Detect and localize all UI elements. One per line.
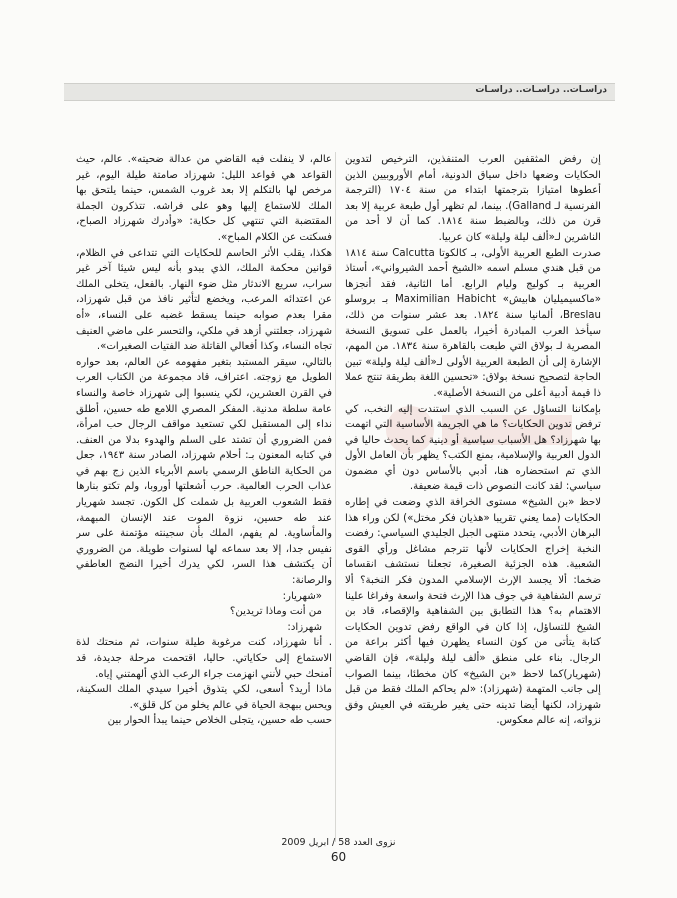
section-header-band bbox=[64, 83, 615, 101]
paragraph: صدرت الطبع العربية الأولى، بـ كالكوتا Calcutta سنة ١٨١٤ من قبل هندي مسلم اسمه «الشيخ أحمد الشيرواني»، أستاذ العربية بـ كوليج وليام الرابع. أما الثانية، فقد أنجزها «ماكسيميليان هابيش» Maximilian Habicht بـ بروسلو Breslau، ألمانيا سنة ١٨٢٤. بعد عشر سنوات من ذلك، سيأخذ العرب المبادرة أخيرا، بالعمل على تسويق النسخة المصرية لـ بولاق التي طبعت بالقاهرة سنة ١٨٣٤. من المهم، الإشارة إلى أن الطبعة العربية الأولى لـ«ألف ليلة وليلة» تبين الحاجة لتصحيح نسخة بولاق: «تحسين اللغة بطريقة تنتج عملا ذا قيمة أدبية أعلى من النسخة الأصلية». bbox=[345, 247, 601, 399]
issue-info: نزوى العدد 58 / ابريل 2009 bbox=[281, 837, 396, 848]
dialogue-line: . أنا شهرزاد، كنت مرغوبة طيلة سنوات، ثم منحتك لذة الاستماع إلى حكاياتي. حاليا، اقتحمت مرحلة جديدة، قد أمنحك حبي لأنني انهزمت جراء الرعب الذي ألهمتني إياه. bbox=[76, 637, 332, 680]
paragraph: إن رفض المثقفين العرب المتنفذين، الترخيص لتدوين الحكايات وضعها داخل سياق الدونية، أمام الأوروبيين الذين أعطوها امتيازا بترجمتها ابتداء من سنة ١٧٠٤ (الترجمة الفرنسية لـ Galland). بينما، لم تظهر أول طبعة عربية إلا بعد قرن من ذلك، وبالضبط سنة ١٨١٤. كما أن لا أحد من الناشرين لـ«ألف ليلة وليلة» كان عربيا. bbox=[345, 154, 601, 243]
dialogue-line: من أنت وماذا تريدين؟ bbox=[229, 606, 322, 618]
paragraph: لاحظ «بن الشيخ» مستوى الخرافة الذي وضعت في إطاره الحكايات (مما يعني تقريبا «هذيان فكر مختل») لكن وراء هذا البرهان الأدبي، يتحدد منتهى الجبل الجليدي السياسي: رفضت النخبة إخراج الحكايات لأنها تترجم مشاغل ورأي القوى الشعبية. هذه الجزئية الصغيرة، تجعلنا نستشف انقساما ضخما: ألا يجسد الإرث الإسلامي المدون فكر النخبة؟ ألا ترسم الشفاهية في جوف هذا الإرث فتحة واسعة وفراغا علينا الاهتمام به؟ هذا التطابق بين الشفاهية والإقصاء، قاد بن الشيخ للتساؤل، إذا كان في الواقع رفض تدوين الحكايات كتابة يتأتى من كون النساء يظهرن فيها أكثر براعة من الرجال. بناء على منطق «ألف ليلة وليلة»، فإن القاضي (شهريار)كما لاحظ «بن الشيخ» كان مخطئا، بينما الصواب إلى جانب المتهمة (شهرزاد): «لم يحاكم الملك فقط من قبل شهرزاد، لكنها أيضا تدينه حتى يغير طريقته في العيش وفق نزواته، إنه عالم معكوس. bbox=[345, 497, 601, 727]
paragraph: بإمكاننا التساؤل عن السبب الذي استندت إليه النخب، كي ترفض تدوين الحكايات؟ ما هي الجريمة الأساسية التي اتهمت بها شهرزاد؟ هل الأسباب سياسية أو دينية كما يحدث حاليا في الدول العربية والإسلامية، بمنع الكتب؟ يظهر بأن العامل الأول الذي تم استحضاره هنا، أدبي بالأساس دون أي مضمون سياسي: لقد كانت النصوص ذات قيمة ضعيفة. bbox=[345, 403, 601, 493]
page-number: 60 bbox=[330, 850, 347, 864]
dialogue-line: «شهريار: bbox=[282, 590, 322, 602]
section-label: دراسـات.. دراسـات.. دراسـات bbox=[475, 85, 607, 95]
dialogue-line: ماذا أريد؟ أسعى، لكي يتذوق أخيرا سيدي الملك السكينة، ويحس ببهجة الحياة في عالم يخلو من كل قلق». bbox=[76, 684, 332, 711]
paragraph: عالم، لا ينفلت فيه القاضي من عدالة ضحيته». عالم، حيث القواعد هي قواعد الليل: شهرزاد صامتة طيلة اليوم، غير مرخص لها بالتكلم إلا بعد غروب الشمس، حينما يلتحق بها الملك للاستماع إليها وهو على فراشه. تتذكرون الجملة المقتضبة التي تنتهي كل حكاية: «وأدرك شهرزاد الصباح، فسكتت عن الكلام المباح». bbox=[76, 154, 332, 243]
column-divider bbox=[335, 152, 336, 842]
paragraph: بالتالي، سيقر المستبد بتغير مفهومه عن العالم، بعد حواره الطويل مع زوجته. اعتراف، قاد مجموعة من الكتاب العرب في القرن العشرين، لكي ينسبوا إلى شهرزاد خاصة والنساء عامة سلطة مدنية. المفكر المصري اللامع طه حسين، أطلق نداء إلى المستقبل لكي تستعيد مواقف الرجال حب امرأة، فمن الضروري أن تشتد على السلم والهدوء بدلا من العنف. في كتابه المعنون بـ: أحلام شهرزاد، الصادر سنة ١٩٤٣، جعل من الحكاية الناطق الرسمي باسم الأبرياء الذين زج بهم في عذاب الحرب العالمية. حرب أشعلتها أوروبا، ولم تكتو بنارها فقط الشعوب العربية بل شملت كل الكون. تجسد شهريار عند طه حسين، نزوة الموت عند الإنسان المبهمة، والمأساوية. لم يفهم، الملك بأن سجينته مؤتمنة على سر نفيس جدا، إلا بعد سماعه لها لسنوات طويلة. من الضروري أن يكتشف هذا السر، لكي يدرك أخيرا النضج العاطفي والرصانة: bbox=[76, 356, 332, 587]
dialogue-line: حسب طه حسين، يتجلى الخلاص حينما يبدأ الحوار بين bbox=[107, 715, 332, 727]
article-column-left bbox=[76, 152, 332, 852]
paragraph: هكذا، يقلب الأثر الحاسم للحكايات التي تتداعى في الظلام، قوانين محكمة الملك، الذي يبدو بأنه ليس شيئا آخر غير سراب، سريع الاندثار مثل ضوء النهار. بالفعل، يتخلى الملك عن اعتدائه المرعب، ويخضع لتأثير نافذ من قبل شهرزاد، مقرا بعدم صوابه حينما يسقط غضبه على النساء، «أه شهرزاد، جعلتني أزهد في ملكي، والتحسر على ماضي العنيف تجاه النساء، وكذا أفعالي القاتلة ضد الفتيات الصغيرات». bbox=[76, 247, 332, 353]
article-column-right bbox=[345, 152, 601, 852]
dialogue-line: شهرزاد: bbox=[287, 621, 322, 633]
